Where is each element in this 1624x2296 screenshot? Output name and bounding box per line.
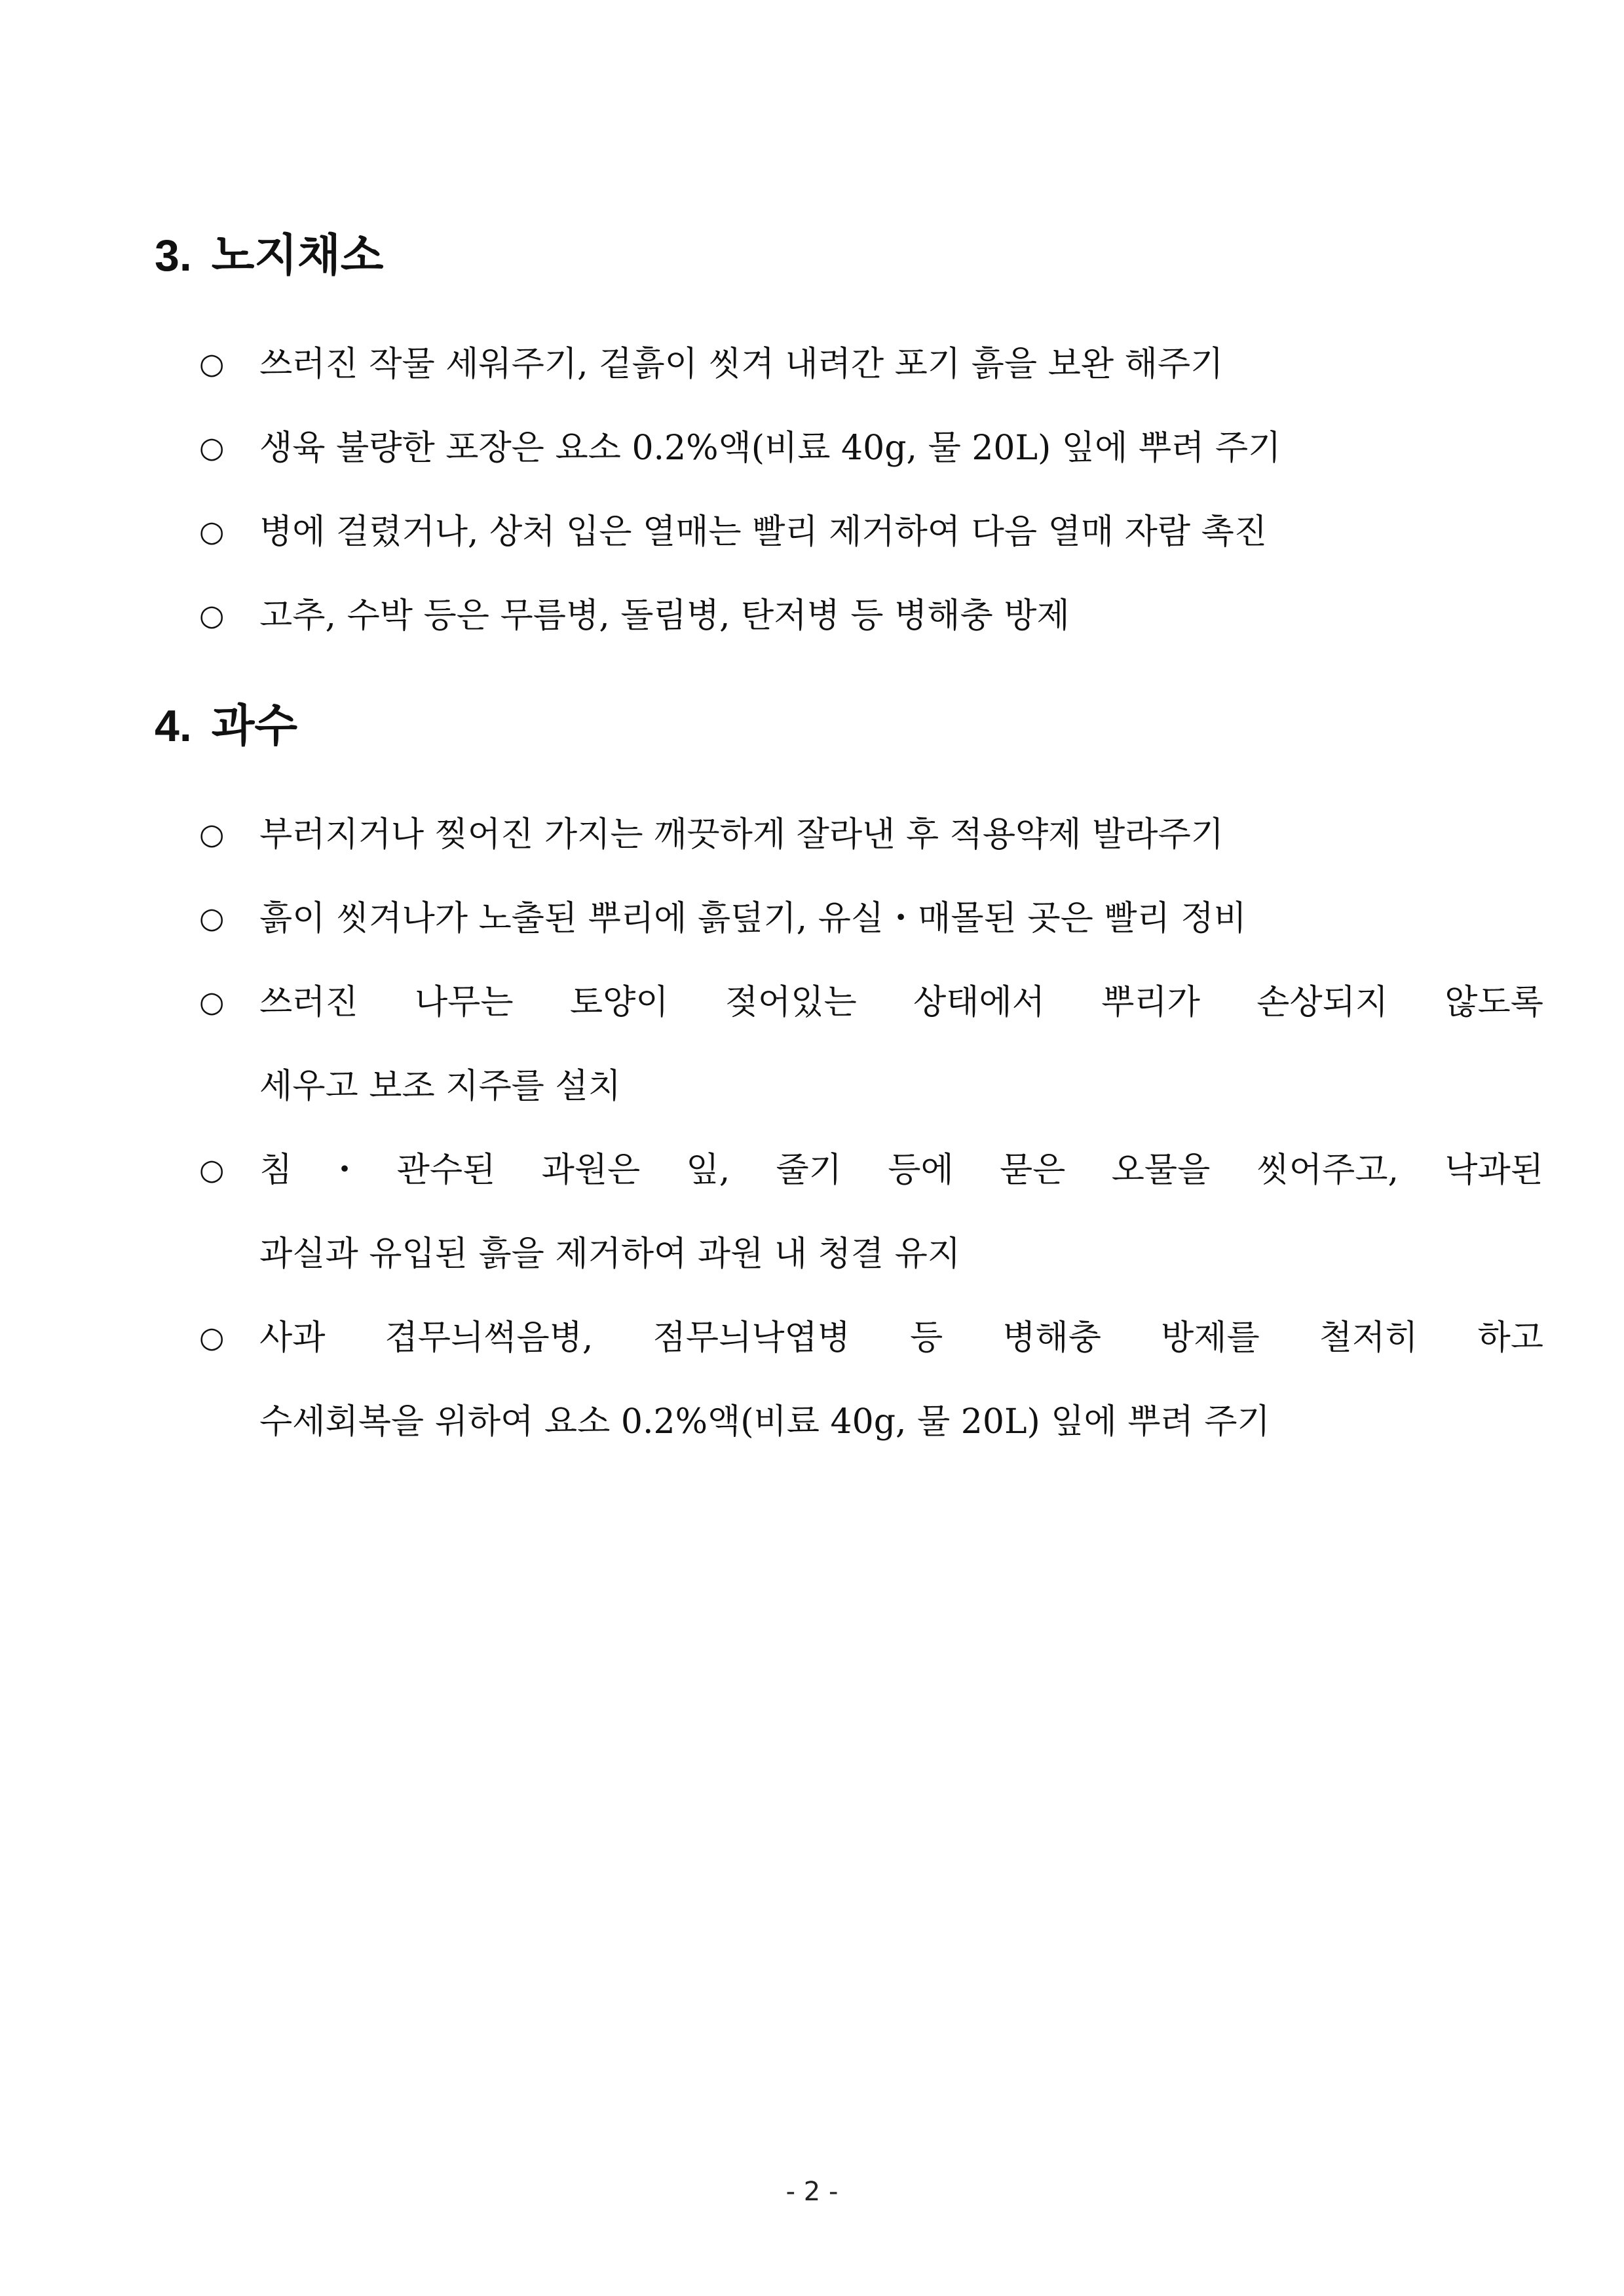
bullet-list [155, 322, 1478, 658]
list-item [155, 961, 1543, 1128]
item-text: 흙이 씻겨나가 노출된 뿌리에 흙덮기, 유실・매몰된 곳은 빨리 정비 [259, 899, 1247, 938]
list-item [155, 877, 1478, 961]
circle-bullet-icon: ○ [199, 599, 225, 632]
item-text: 생육 불량한 포장은 요소 0.2%액(비료 40g, 물 20L) 잎에 뿌려 주기 [259, 429, 1281, 468]
circle-bullet-icon: ○ [199, 902, 225, 935]
section-number: 4. [155, 701, 192, 751]
section-number: 3. [155, 231, 192, 280]
section-heading [155, 700, 1478, 752]
section-title: 노지채소 [211, 231, 384, 280]
item-text: 고추, 수박 등은 무름병, 돌림병, 탄저병 등 병해충 방제 [259, 596, 1070, 636]
item-text: 병에 걸렸거나, 상처 입은 열매는 빨리 제거하여 다음 열매 자람 촉진 [259, 512, 1268, 552]
page-number: - 2 - [785, 2177, 839, 2207]
section-title: 과수 [211, 701, 298, 751]
bullet-list [155, 793, 1543, 1464]
list-item [155, 1128, 1543, 1296]
item-text-continued: 세우고 보조 지주를 설치 [259, 1067, 621, 1106]
list-item [155, 793, 1478, 877]
list-item [155, 406, 1478, 490]
item-text: 쓰러진 나무는 토양이 젖어있는 상태에서 뿌리가 손상되지 않도록 [259, 983, 1543, 1022]
section-fruit-trees [155, 700, 1543, 1464]
item-text: 사과 겹무늬썩음병, 점무늬낙엽병 등 병해충 방제를 철저히 하고 [259, 1318, 1543, 1358]
item-text-continued: 수세회복을 위하여 요소 0.2%액(비료 40g, 물 20L) 잎에 뿌려 주기 [259, 1402, 1270, 1442]
section-open-field-vegetables [155, 229, 1478, 658]
list-item [155, 574, 1478, 658]
circle-bullet-icon: ○ [199, 818, 225, 851]
item-text: 부러지거나 찢어진 가지는 깨끗하게 잘라낸 후 적용약제 발라주기 [259, 815, 1224, 854]
list-item [155, 1296, 1543, 1464]
circle-bullet-icon: ○ [199, 431, 225, 465]
circle-bullet-icon: ○ [199, 515, 225, 548]
list-item [155, 490, 1478, 574]
circle-bullet-icon: ○ [199, 985, 225, 1019]
circle-bullet-icon: ○ [199, 1321, 225, 1354]
item-text: 쓰러진 작물 세워주기, 겉흙이 씻겨 내려간 포기 흙을 보완 해주기 [259, 345, 1224, 384]
list-item [155, 322, 1478, 406]
circle-bullet-icon: ○ [199, 347, 225, 381]
item-text: 침・관수된 과원은 잎, 줄기 등에 묻은 오물을 씻어주고, 낙과된 [259, 1151, 1543, 1190]
section-heading [155, 229, 1478, 282]
item-text-continued: 과실과 유입된 흙을 제거하여 과원 내 청결 유지 [259, 1234, 961, 1274]
circle-bullet-icon: ○ [199, 1153, 225, 1187]
